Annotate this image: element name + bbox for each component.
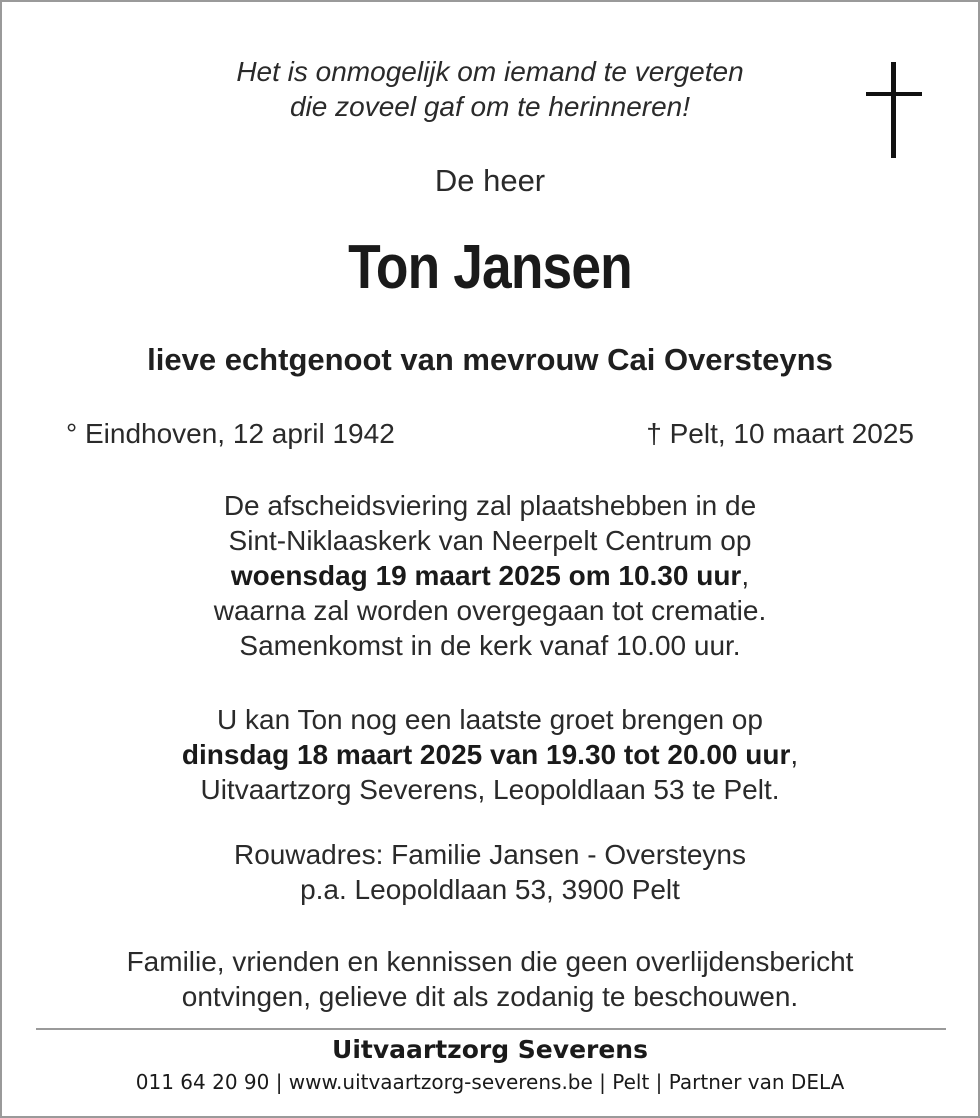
birth-info: ° Eindhoven, 12 april 1942 xyxy=(66,418,395,449)
notice-line-2: ontvingen, gelieve dit als zodanig te beschouwen. xyxy=(181,981,799,1012)
notice-text xyxy=(2,944,978,1014)
ceremony-line-4: waarna zal worden overgegaan tot crematie. xyxy=(213,595,767,626)
ceremony-date-suffix: , xyxy=(741,560,750,591)
ceremony-date-line xyxy=(2,558,978,593)
ceremony-line-2: Sint-Niklaaskerk van Neerpelt Centrum op xyxy=(228,525,752,556)
motto-line-2: die zoveel gaf om te herinneren! xyxy=(289,91,691,122)
ceremony-date-time: woensdag 19 maart 2025 om 10.30 uur xyxy=(230,560,742,591)
address-line-1: Rouwadres: Familie Jansen - Oversteyns xyxy=(234,839,746,870)
ceremony-info xyxy=(2,488,978,663)
footer-divider xyxy=(36,1028,946,1030)
honorific-title: De heer xyxy=(434,163,546,198)
visitation-date-line xyxy=(2,737,978,772)
spouse-line: lieve echtgenoot van mevrouw Cai Oversteyns xyxy=(147,342,833,377)
latin-cross-icon xyxy=(866,62,922,158)
visitation-line-3: Uitvaartzorg Severens, Leopoldlaan 53 te Pelt. xyxy=(200,774,780,805)
motto-line-1: Het is onmogelijk om iemand te vergeten xyxy=(236,56,744,87)
visitation-info xyxy=(2,702,978,807)
motto xyxy=(2,54,978,124)
address-line-2: p.a. Leopoldlaan 53, 3900 Pelt xyxy=(300,874,680,905)
visitation-date-suffix: , xyxy=(790,739,799,770)
visitation-line-1: U kan Ton nog een laatste groet brengen op xyxy=(217,704,763,735)
death-info: † Pelt, 10 maart 2025 xyxy=(646,418,914,449)
deceased-name: Ton Jansen xyxy=(348,233,632,302)
funeral-home-name: Uitvaartzorg Severens xyxy=(332,1035,648,1064)
visitation-date-time: dinsdag 18 maart 2025 van 19.30 tot 20.00 uur xyxy=(181,739,791,770)
ceremony-line-5: Samenkomst in de kerk vanaf 10.00 uur. xyxy=(239,630,741,661)
mourning-address xyxy=(2,837,978,907)
ceremony-line-1: De afscheidsviering zal plaatshebben in de xyxy=(223,490,757,521)
funeral-home-contact: 011 64 20 90 | www.uitvaartzorg-severens.be | Pelt | Partner van DELA xyxy=(135,1070,845,1094)
notice-line-1: Familie, vrienden en kennissen die geen overlijdensbericht xyxy=(126,946,854,977)
